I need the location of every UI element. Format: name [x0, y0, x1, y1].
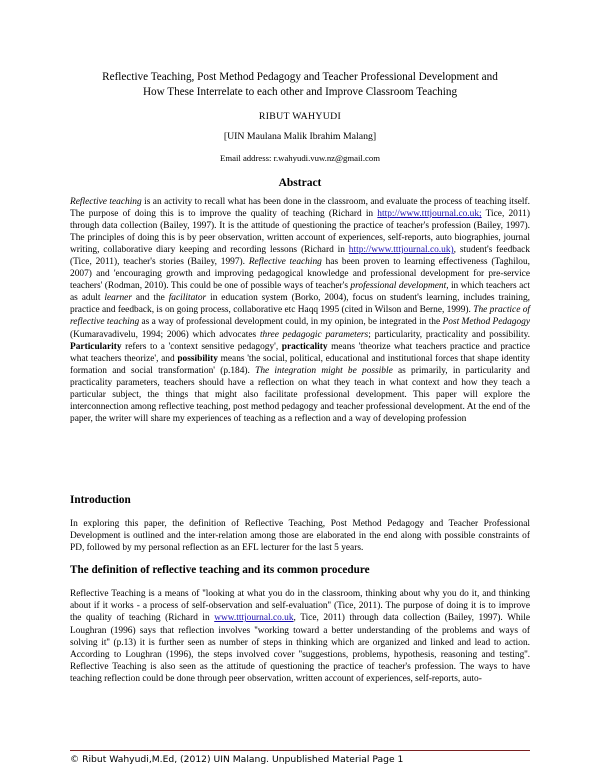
definition-body: Reflective Teaching is a means of ''looking at what you do in the classroom, thinking about why you do it, and thinking about if it works - a process of self-observation and self-evaluation'' (Tice, 2011). The purpose of doing it is to improve the quality of teaching (Richard in www.tttjournal.co.uk, Tice, 2011) through data collection (Bailey, 1997). While Loughran (1996) says that reflection involves ''working toward a better understanding of the problems and ways of solving it'' (p.13) it is further seen as number of steps in thinking which are organized and linked and lead to action. According to Loughran (1996), the steps involved cover ''suggestions, problems, hypothesis, reasoning and testing''. Reflective Teaching is also seen as the attitude of questioning the practice of teacher's profession. The ways to have teaching reflection could be done through peer observation, written account of experiences, self-reports, auto-	[70, 589, 530, 685]
title-line-1: Reflective Teaching, Post Method Pedagogy and Teacher Professional Development and	[102, 71, 498, 83]
footer-divider	[70, 750, 530, 751]
introduction-heading: Introduction	[70, 494, 131, 506]
abstract-link-1[interactable]: http://www.tttjournal.co.uk;	[377, 209, 482, 220]
abstract-link-2[interactable]: http://www.tttjournal.co.uk)	[348, 245, 454, 256]
abstract-body: Reflective teaching is an activity to recall what has been done in the classroom, and evaluate the process of teaching itself. The purpose of doing this is to improve the quality of teaching (Richard in http://www.tttjournal.co.uk; Tice, 2011) through data collection (Bailey, 1997). It is the attitude of questioning the practice of teacher's profession (Bailey, 1997). The principles of doing this is by peer observation, written account of experiences, self-reports, auto biographies, journal writing, collaborative diary keeping and recording lessons (Richard in http://www.tttjournal.co.uk), student's feedback (Tice, 2011), teacher's stories (Bailey, 1997). Reflective teaching has been proven to learning effectiveness (Taghilou, 2007) and 'encouraging growth and improving pedagogical knowledge and professional development for pre-service teachers' (Rodman, 2010). This could be one of possible ways of teacher's professional development, in which teachers act as adult learner and the facilitator in education system (Borko, 2004), focus on student's learning, includes training, practice and feedback, is on going process, collaborative etc Haqq 1995 (cited in Wilson and Berne, 1999). The practice of reflective teaching as a way of professional development could, in my opinion, be integrated in the Post Method Pedagogy (Kumaravadivelu, 1994; 2006) which advocates three pedagogic parameters; particularity, practicality and possibility. Particularity refers to a 'context sensitive pedagogy', practicality means 'theorize what teachers practice and practice what teachers theorize', and possibility means 'the social, political, educational and institutional forces that shape identity formation and social transformation' (p.184). The integration might be possible as primarily, in particularity and practicality parameters, teachers should have a reflection on what they teach in what context and how they teach a particular subject, the things that might also facilitate professional development. This paper will explore the interconnection among reflective teaching, post method pedagogy and teacher professional development. At the end of the paper, the writer will share my experiences of teaching as a reflection and a way of developing profession	[70, 197, 531, 424]
introduction-body: In exploring this paper, the definition of Reflective Teaching, Post Method Pedagogy and Teacher Professional Development is outlined and the inter-relation among those are elaborated in the end along with possible constraints of PD, followed by my personal reflection as an EFL lecturer for the last 5 years.	[70, 519, 530, 554]
definition-link[interactable]: www.tttjournal.co.uk	[214, 613, 294, 624]
definition-heading: The definition of reflective teaching and its common procedure	[70, 564, 370, 576]
paper-title	[70, 70, 530, 100]
author-email: Email address: r.wahyudi.vuw.nz@gmail.com	[220, 153, 380, 163]
page-footer: © Ribut Wahyudi,M.Ed, (2012) UIN Malang. Unpublished Material Page 1	[70, 754, 404, 765]
abstract-heading: Abstract	[278, 177, 322, 189]
title-line-2: How These Interrelate to each other and Improve Classroom Teaching	[142, 86, 458, 98]
author-name: RIBUT WAHYUDI	[258, 111, 342, 122]
author-affiliation: [UIN Maulana Malik Ibrahim Malang]	[223, 131, 377, 142]
